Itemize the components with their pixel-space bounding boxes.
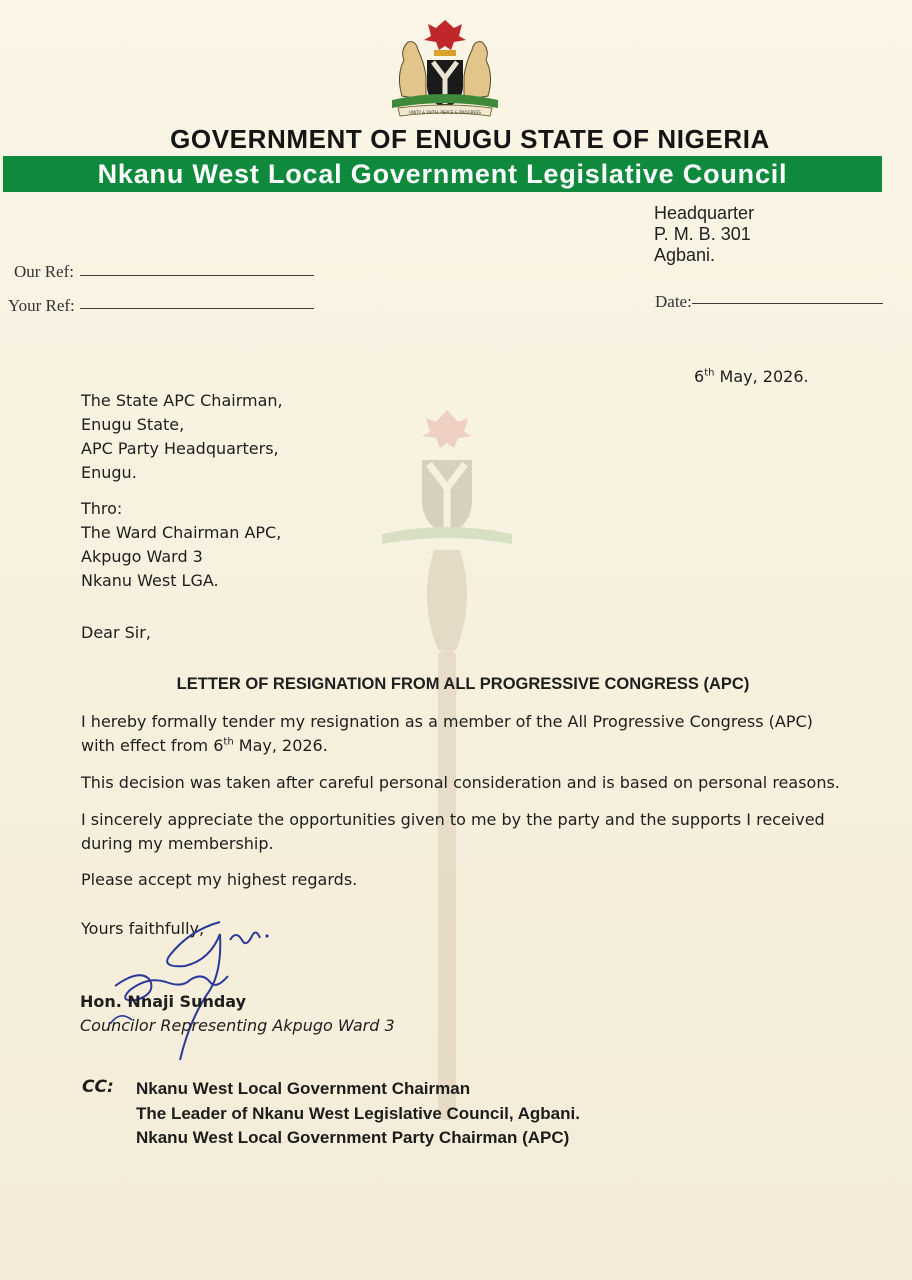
address-line: P. M. B. 301 [654,224,751,244]
paragraph-2: This decision was taken after careful personal consideration and is based on personal reasons. [81,773,840,792]
paragraph-4: Please accept my highest regards. [81,870,358,889]
letter-subject: LETTER OF RESIGNATION FROM ALL PROGRESSIVE CONGRESS (APC) [176,675,750,693]
your-ref-label: Your Ref: [8,296,75,315]
paragraph-3: I sincerely appreciate the opportunities given to me by the party and the supports I received during my membership. [81,810,825,853]
our-ref-label: Our Ref: [14,262,74,281]
recipient-line: The State APC Chairman, [81,391,283,410]
thro-label: Thro: [81,499,123,518]
cc-label: CC: [82,1077,114,1097]
paragraph-1: I hereby formally tender my resignation as a member of the All Progressive Congress (APC) with effect from 6th May, 2026. [81,712,813,755]
signatory-title: Councilor Representing Akpugo Ward 3 [80,1016,395,1035]
signatory-name: Hon. Nnaji Sunday [80,992,247,1011]
coat-of-arms-icon [384,16,506,120]
cc-list [136,1077,580,1151]
address-line: Agbani. [654,245,716,265]
your-ref-line [80,308,314,309]
crest-motto: UNITY & FAITH, PEACE & PROGRESS [409,110,481,115]
government-title: GOVERNMENT OF ENUGU STATE OF NIGERIA [170,124,770,154]
letter-date: 6th May, 2026. [694,367,809,386]
our-ref-line [80,275,314,276]
address-line: Headquarter [654,203,755,223]
recipient-address [81,389,283,485]
recipient-line: APC Party Headquarters, [81,439,279,458]
thro-line: Akpugo Ward 3 [81,547,203,566]
recipient-line: Enugu State, [81,415,185,434]
closing: Yours faithfully, [81,919,205,938]
council-banner: Nkanu West Local Government Legislative Council [3,156,882,192]
salutation: Dear Sir, [81,623,151,642]
thro-line: Nkanu West LGA. [81,571,219,590]
cc-item: The Leader of Nkanu West Legislative Council, Agbani. [136,1103,580,1123]
cc-item: Nkanu West Local Government Chairman [136,1079,471,1098]
through-address [81,497,281,593]
headquarter-address [654,203,754,266]
handwritten-signature [70,910,310,1065]
cc-item: Nkanu West Local Government Party Chairman (APC) [136,1128,570,1147]
date-line [692,303,883,304]
recipient-line: Enugu. [81,463,137,482]
date-label: Date: [655,292,692,311]
thro-line: The Ward Chairman APC, [81,523,282,542]
